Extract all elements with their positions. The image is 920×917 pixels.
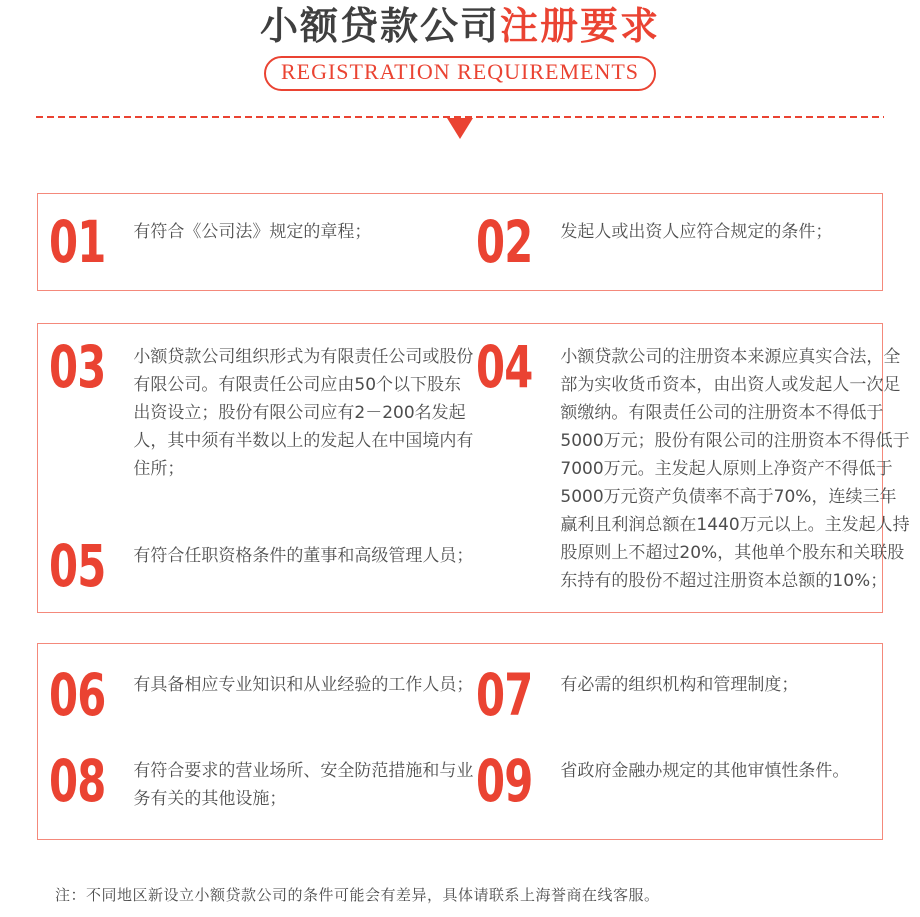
requirement-item-04 bbox=[476, 332, 911, 595]
dashed-divider bbox=[36, 116, 884, 140]
requirement-item-05 bbox=[49, 531, 476, 600]
item-text: 有符合《公司法》规定的章程； bbox=[133, 221, 372, 242]
footer-note: 注：不同地区新设立小额贷款公司的条件可能会有差异，具体请联系上海誉商在线客服。 bbox=[55, 885, 660, 904]
item-number: 04 bbox=[476, 332, 533, 401]
group-2-left-column bbox=[49, 332, 476, 600]
item-text: 发起人或出资人应符合规定的条件； bbox=[560, 221, 833, 242]
item-text: 小额贷款公司组织形式为有限责任公司或股份有限公司。有限责任公司应由50个以下股东出资设立；股份有限公司应有2－200名发起人，其中须有半数以上的发起人在中国境内有住所； bbox=[133, 346, 474, 479]
item-number: 05 bbox=[49, 531, 106, 600]
page-title-red: 注册要求 bbox=[500, 4, 661, 48]
requirement-item-09 bbox=[476, 747, 911, 839]
item-text: 有符合要求的营业场所、安全防范措施和与业务有关的其他设施； bbox=[133, 761, 474, 810]
page-title bbox=[0, 0, 920, 48]
requirement-item-03 bbox=[49, 332, 476, 483]
requirements-group-3 bbox=[37, 643, 883, 840]
requirement-item-07 bbox=[476, 660, 911, 753]
item-number: 06 bbox=[49, 660, 106, 729]
requirement-item-08 bbox=[49, 747, 476, 839]
requirement-item-02 bbox=[476, 207, 912, 276]
subtitle-badge: REGISTRATION REQUIREMENTS bbox=[264, 56, 656, 91]
item-text: 有符合任职资格条件的董事和高级管理人员； bbox=[133, 545, 474, 566]
subtitle-badge-wrap bbox=[0, 56, 920, 91]
requirement-item-06 bbox=[49, 660, 476, 753]
item-number: 07 bbox=[476, 660, 533, 729]
item-text: 省政府金融办规定的其他审慎性条件。 bbox=[560, 761, 850, 782]
requirements-group-2 bbox=[37, 323, 910, 613]
item-number: 03 bbox=[49, 332, 106, 401]
item-text: 小额贷款公司的注册资本来源应真实合法，全部为实收货币资本，由出资人或发起人一次足额缴纳。有限责任公司的注册资本不得低于5000万元；股份有限公司的注册资本不得低于7000万元。主发起人原则上净资产不得低于5000万元资产负债率不高于70%，连续三年赢利且利润总额在1440万元以上。主发起人持股原则上不超过20%，其他单个股东和关联股东持有的股份不超过注册资本总额的10%； bbox=[560, 346, 910, 591]
requirement-item-01 bbox=[49, 207, 476, 276]
item-number: 08 bbox=[49, 747, 106, 816]
page-title-dark: 小额贷款公司 bbox=[259, 4, 500, 48]
item-text: 有必需的组织机构和管理制度； bbox=[560, 674, 799, 695]
item-text: 有具备相应专业知识和从业经验的工作人员； bbox=[133, 674, 474, 695]
item-number: 02 bbox=[476, 207, 533, 276]
group-2-right-column bbox=[476, 332, 911, 595]
arrow-down-icon bbox=[447, 118, 473, 139]
requirements-group-1 bbox=[37, 193, 883, 291]
item-number: 01 bbox=[49, 207, 106, 276]
item-number: 09 bbox=[476, 747, 533, 816]
